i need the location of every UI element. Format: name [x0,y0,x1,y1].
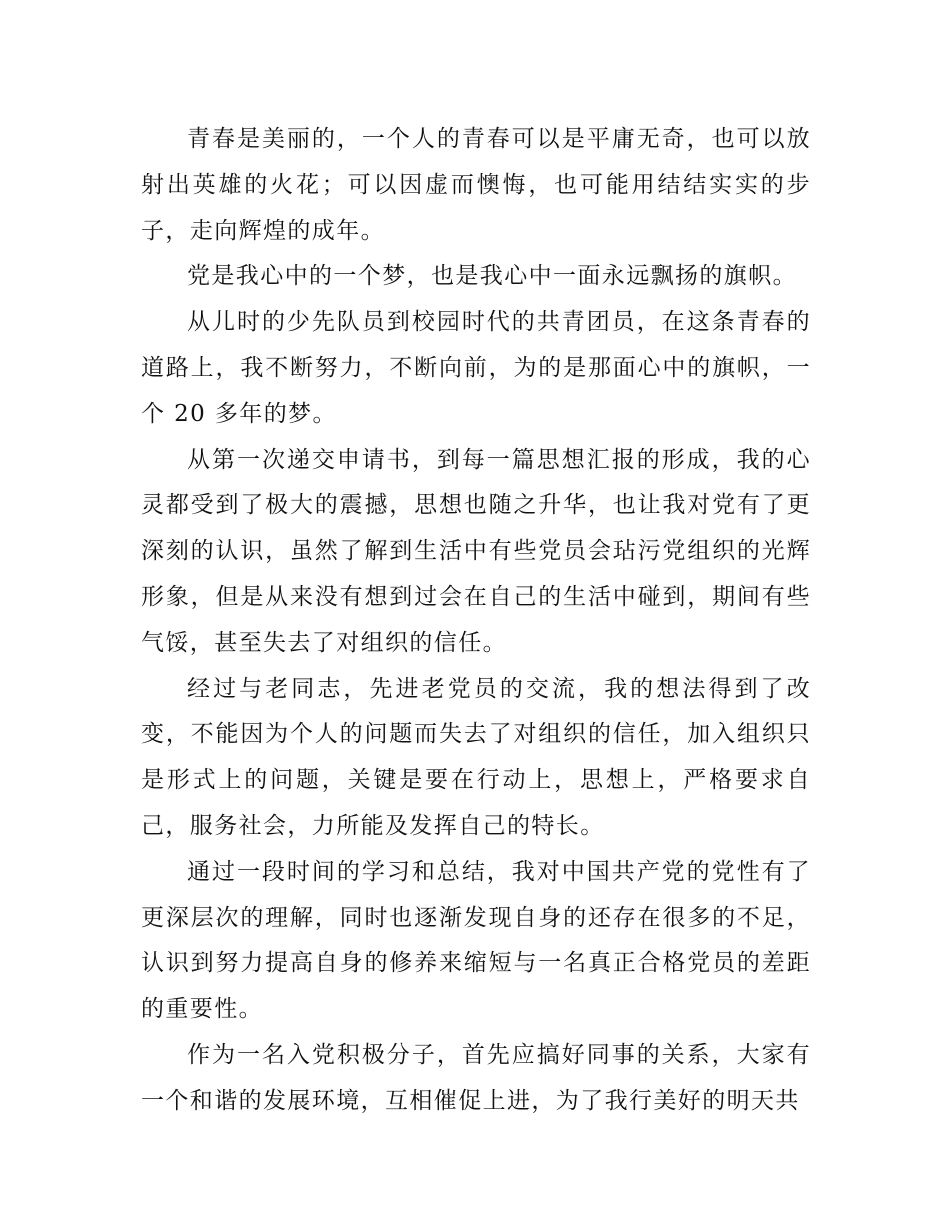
paragraph-study: 通过一段时间的学习和总结，我对中国共产党的党性有了更深层次的理解，同时也逐渐发现自身的还存在很多的不足，认识到努力提高自身的修养来缩短与一名真正合格党员的差距的重要性。 [141,858,811,1023]
document-body [141,117,811,1125]
paragraph-activist: 作为一名入党积极分子，首先应搞好同事的关系，大家有一个和谐的发展环境，互相催促上进，为了我行美好的明天共 [141,1041,811,1114]
paragraph-application: 从第一次递交申请书，到每一篇思想汇报的形成，我的心灵都受到了极大的震撼，思想也随之升华，也让我对党有了更深刻的认识，虽然了解到生活中有些党员会玷污党组织的光辉形象，但是从来没有想到过会在自己的生活中碰到，期间有些气馁，甚至失去了对组织的信任。 [141,446,811,656]
paragraph-childhood: 从儿时的少先队员到校园时代的共青团员，在这条青春的道路上，我不断努力，不断向前，为的是那面心中的旗帜，一个 20 多年的梦。 [141,309,811,427]
paragraph-exchange: 经过与老同志，先进老党员的交流，我的想法得到了改变，不能因为个人的问题而失去了对组织的信任，加入组织只是形式上的问题，关键是要在行动上，思想上，严格要求自己，服务社会，力所能及发挥自己的特长。 [141,675,811,839]
paragraph-youth: 青春是美丽的，一个人的青春可以是平庸无奇，也可以放射出英雄的火花；可以因虚而懊悔，也可能用结结实实的步子，走向辉煌的成年。 [141,126,811,244]
paragraph-party-dream: 党是我心中的一个梦，也是我心中一面永远飘扬的旗帜。 [187,263,797,290]
